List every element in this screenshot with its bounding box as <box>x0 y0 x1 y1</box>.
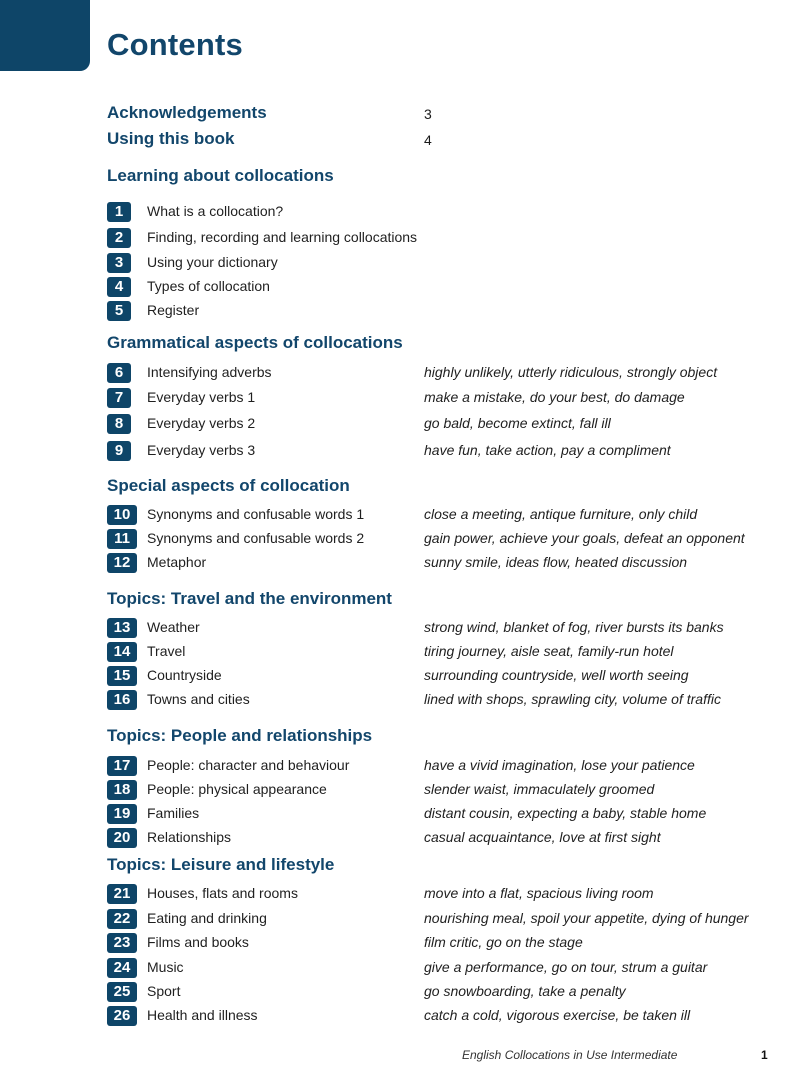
unit-examples: casual acquaintance, love at first sight <box>424 829 661 845</box>
unit-examples: sunny smile, ideas flow, heated discussion <box>424 554 688 570</box>
page-title: Contents <box>107 27 243 62</box>
unit-examples: lined with shops, sprawling city, volume of traffic <box>424 691 721 707</box>
unit-number-badge: 7 <box>107 388 131 408</box>
unit-number-badge: 18 <box>107 780 137 800</box>
unit-number-badge: 15 <box>107 666 137 686</box>
unit-number-badge: 1 <box>107 202 131 222</box>
unit-title: Music <box>147 959 184 975</box>
unit-examples: make a mistake, do your best, do damage <box>424 389 685 405</box>
unit-title: Everyday verbs 1 <box>147 389 256 405</box>
section-heading: Learning about collocations <box>107 166 334 185</box>
unit-number-badge: 8 <box>107 414 131 434</box>
unit-title: Everyday verbs 2 <box>147 415 256 431</box>
unit-number-badge: 24 <box>107 958 137 978</box>
unit-title: Families <box>147 805 200 821</box>
unit-row[interactable] <box>107 553 747 575</box>
front-matter-using-this-book[interactable]: Using this book <box>107 129 235 148</box>
unit-row[interactable] <box>107 301 747 323</box>
unit-title: Synonyms and confusable words 1 <box>147 506 365 522</box>
footer-book-title: English Collocations in Use Intermediate <box>462 1048 678 1062</box>
unit-number-badge: 13 <box>107 618 137 638</box>
unit-title: Towns and cities <box>147 691 250 707</box>
unit-title: Intensifying adverbs <box>147 364 272 380</box>
unit-examples: move into a flat, spacious living room <box>424 885 654 901</box>
unit-title: Sport <box>147 983 181 999</box>
unit-number-badge: 2 <box>107 228 131 248</box>
unit-number-badge: 21 <box>107 884 137 904</box>
unit-title: Films and books <box>147 934 249 950</box>
unit-title: People: character and behaviour <box>147 757 350 773</box>
unit-row[interactable] <box>107 690 747 712</box>
section-heading: Special aspects of collocation <box>107 476 350 495</box>
unit-number-badge: 9 <box>107 441 131 461</box>
unit-row[interactable] <box>107 642 747 664</box>
unit-examples: nourishing meal, spoil your appetite, dying of hunger <box>424 910 749 926</box>
unit-row[interactable] <box>107 618 747 640</box>
unit-examples: slender waist, immaculately groomed <box>424 781 655 797</box>
unit-row[interactable] <box>107 884 747 906</box>
front-matter-page: 4 <box>424 132 432 148</box>
unit-title: Using your dictionary <box>147 254 278 270</box>
unit-number-badge: 12 <box>107 553 137 573</box>
unit-row[interactable] <box>107 202 747 224</box>
unit-row[interactable] <box>107 1006 747 1028</box>
unit-title: Register <box>147 302 200 318</box>
unit-title: Relationships <box>147 829 232 845</box>
unit-number-badge: 19 <box>107 804 137 824</box>
unit-row[interactable] <box>107 228 747 250</box>
unit-examples: film critic, go on the stage <box>424 934 583 950</box>
unit-title: Travel <box>147 643 186 659</box>
unit-row[interactable] <box>107 933 747 955</box>
unit-examples: go snowboarding, take a penalty <box>424 983 626 999</box>
section-heading: Topics: People and relationships <box>107 726 373 745</box>
unit-row[interactable] <box>107 388 747 410</box>
corner-tab <box>0 0 90 71</box>
unit-title: People: physical appearance <box>147 781 327 797</box>
unit-number-badge: 16 <box>107 690 137 710</box>
section-heading: Topics: Leisure and lifestyle <box>107 855 335 874</box>
unit-examples: have a vivid imagination, lose your patience <box>424 757 695 773</box>
unit-row[interactable] <box>107 441 747 463</box>
unit-title: Countryside <box>147 667 222 683</box>
unit-row[interactable] <box>107 363 747 385</box>
unit-title: Everyday verbs 3 <box>147 442 256 458</box>
unit-number-badge: 26 <box>107 1006 137 1026</box>
unit-number-badge: 11 <box>107 529 137 549</box>
unit-row[interactable] <box>107 253 747 275</box>
unit-examples: give a performance, go on tour, strum a guitar <box>424 959 708 975</box>
unit-title: Health and illness <box>147 1007 258 1023</box>
unit-title: Synonyms and confusable words 2 <box>147 530 365 546</box>
unit-row[interactable] <box>107 756 747 778</box>
unit-title: Metaphor <box>147 554 207 570</box>
unit-examples: surrounding countryside, well worth seeing <box>424 667 689 683</box>
unit-row[interactable] <box>107 909 747 931</box>
unit-number-badge: 5 <box>107 301 131 321</box>
unit-examples: catch a cold, vigorous exercise, be taken ill <box>424 1007 691 1023</box>
unit-row[interactable] <box>107 958 747 980</box>
section-heading: Grammatical aspects of collocations <box>107 333 403 352</box>
unit-row[interactable] <box>107 982 747 1004</box>
unit-row[interactable] <box>107 529 747 551</box>
page-number: 1 <box>761 1048 768 1062</box>
unit-number-badge: 17 <box>107 756 137 776</box>
unit-examples: distant cousin, expecting a baby, stable home <box>424 805 707 821</box>
unit-row[interactable] <box>107 277 747 299</box>
unit-examples: highly unlikely, utterly ridiculous, strongly object <box>424 364 718 380</box>
unit-title: Finding, recording and learning collocations <box>147 229 418 245</box>
unit-number-badge: 23 <box>107 933 137 953</box>
unit-examples: have fun, take action, pay a compliment <box>424 442 671 458</box>
unit-examples: close a meeting, antique furniture, only child <box>424 506 698 522</box>
front-matter-acknowledgements[interactable]: Acknowledgements <box>107 103 267 122</box>
unit-number-badge: 20 <box>107 828 137 848</box>
unit-title: Types of collocation <box>147 278 270 294</box>
unit-number-badge: 10 <box>107 505 137 525</box>
unit-examples: go bald, become extinct, fall ill <box>424 415 611 431</box>
unit-row[interactable] <box>107 828 747 850</box>
unit-number-badge: 25 <box>107 982 137 1002</box>
unit-row[interactable] <box>107 804 747 826</box>
front-matter-page: 3 <box>424 106 432 122</box>
unit-row[interactable] <box>107 780 747 802</box>
unit-examples: tiring journey, aisle seat, family-run hotel <box>424 643 674 659</box>
unit-number-badge: 4 <box>107 277 131 297</box>
unit-number-badge: 6 <box>107 363 131 383</box>
unit-row[interactable] <box>107 505 747 527</box>
unit-title: What is a collocation? <box>147 203 284 219</box>
unit-number-badge: 22 <box>107 909 137 929</box>
unit-title: Eating and drinking <box>147 910 267 926</box>
unit-number-badge: 14 <box>107 642 137 662</box>
unit-row[interactable] <box>107 414 747 436</box>
unit-title: Weather <box>147 619 200 635</box>
unit-title: Houses, flats and rooms <box>147 885 298 901</box>
unit-row[interactable] <box>107 666 747 688</box>
unit-number-badge: 3 <box>107 253 131 273</box>
section-heading: Topics: Travel and the environment <box>107 589 392 608</box>
unit-examples: gain power, achieve your goals, defeat an opponent <box>424 530 745 546</box>
unit-examples: strong wind, blanket of fog, river bursts its banks <box>424 619 724 635</box>
